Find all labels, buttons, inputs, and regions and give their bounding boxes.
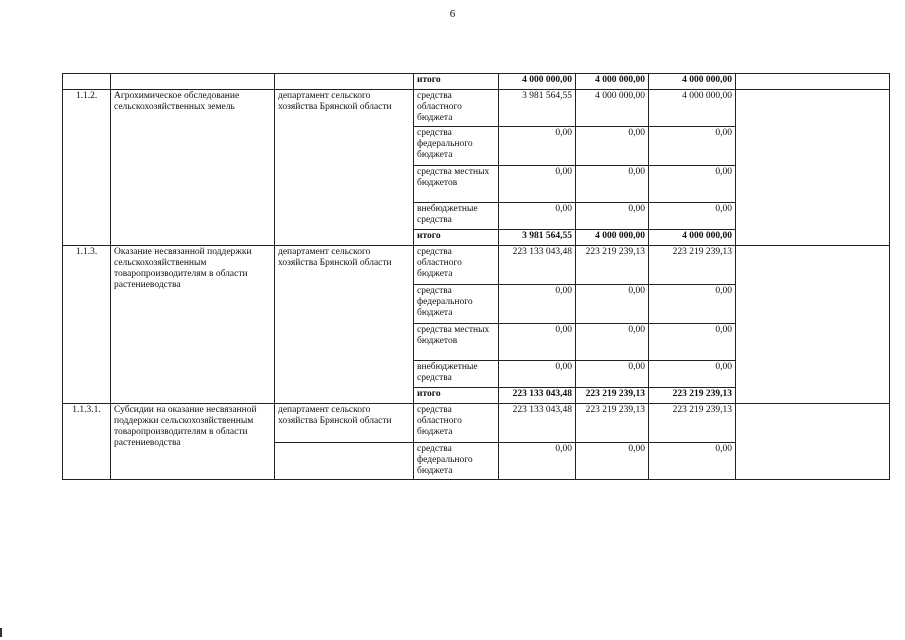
source-cell: средства областного бюджета	[414, 90, 499, 127]
value-cell: 0,00	[499, 127, 576, 166]
budget-table	[62, 73, 890, 480]
value-cell: 4 000 000,00	[499, 74, 576, 90]
value-cell: 223 219 239,13	[576, 246, 649, 285]
value-cell: 4 000 000,00	[576, 230, 649, 246]
source-cell: внебюджетные средства	[414, 203, 499, 230]
scan-edge-mark	[0, 628, 2, 637]
item-executor: департамент сельского хозяйства Брянской области	[275, 90, 414, 246]
item-executor: департамент сельского хозяйства Брянской области	[275, 246, 414, 404]
source-cell: средства федерального бюджета	[414, 127, 499, 166]
value-cell: 0,00	[499, 324, 576, 361]
executor-cell	[275, 74, 414, 90]
item-name: Субсидии на оказание несвязанной поддержки сельскохозяйственным товаропроизводителям в области растениеводства	[111, 404, 275, 480]
item-code: 1.1.3.	[63, 246, 111, 404]
value-cell: 0,00	[649, 166, 736, 203]
value-cell: 223 219 239,13	[576, 388, 649, 404]
source-cell: итого	[414, 74, 499, 90]
note-cell	[736, 246, 890, 404]
value-cell: 0,00	[649, 324, 736, 361]
table-row	[63, 90, 890, 127]
value-cell: 223 133 043,48	[499, 246, 576, 285]
source-cell: средства местных бюджетов	[414, 324, 499, 361]
value-cell: 223 219 239,13	[649, 246, 736, 285]
value-cell: 223 219 239,13	[649, 404, 736, 443]
table-row	[63, 74, 890, 90]
value-cell: 223 219 239,13	[576, 404, 649, 443]
value-cell: 0,00	[576, 127, 649, 166]
value-cell: 0,00	[649, 361, 736, 388]
value-cell: 4 000 000,00	[649, 90, 736, 127]
source-cell: итого	[414, 388, 499, 404]
source-cell: средства областного бюджета	[414, 404, 499, 443]
value-cell: 0,00	[499, 166, 576, 203]
note-cell	[736, 74, 890, 90]
item-executor: департамент сельского хозяйства Брянской области	[275, 404, 414, 443]
value-cell: 0,00	[499, 361, 576, 388]
value-cell: 0,00	[576, 361, 649, 388]
note-cell	[736, 90, 890, 246]
value-cell: 223 133 043,48	[499, 388, 576, 404]
value-cell: 3 981 564,55	[499, 230, 576, 246]
table-row	[63, 246, 890, 285]
value-cell: 0,00	[576, 203, 649, 230]
source-cell: средства федерального бюджета	[414, 443, 499, 480]
value-cell: 0,00	[576, 443, 649, 480]
value-cell: 0,00	[499, 443, 576, 480]
source-cell: средства местных бюджетов	[414, 166, 499, 203]
executor-cell	[275, 443, 414, 480]
value-cell: 0,00	[649, 285, 736, 324]
source-cell: итого	[414, 230, 499, 246]
value-cell: 223 219 239,13	[649, 388, 736, 404]
source-cell: внебюджетные средства	[414, 361, 499, 388]
name-cell	[111, 74, 275, 90]
value-cell: 0,00	[576, 166, 649, 203]
note-cell	[736, 404, 890, 480]
value-cell: 0,00	[499, 203, 576, 230]
value-cell: 4 000 000,00	[576, 74, 649, 90]
source-cell: средства федерального бюджета	[414, 285, 499, 324]
value-cell: 0,00	[576, 285, 649, 324]
value-cell: 0,00	[649, 443, 736, 480]
value-cell: 223 133 043,48	[499, 404, 576, 443]
value-cell: 4 000 000,00	[649, 74, 736, 90]
value-cell: 0,00	[576, 324, 649, 361]
item-code: 1.1.3.1.	[63, 404, 111, 480]
value-cell: 3 981 564,55	[499, 90, 576, 127]
value-cell: 0,00	[499, 285, 576, 324]
page-number: 6	[449, 8, 456, 20]
source-cell: средства областного бюджета	[414, 246, 499, 285]
value-cell: 4 000 000,00	[576, 90, 649, 127]
item-name: Оказание несвязанной поддержки сельскохозяйственным товаропроизводителям в области растениеводства	[111, 246, 275, 404]
item-code: 1.1.2.	[63, 90, 111, 246]
value-cell: 0,00	[649, 203, 736, 230]
value-cell: 4 000 000,00	[649, 230, 736, 246]
value-cell: 0,00	[649, 127, 736, 166]
code-cell	[63, 74, 111, 90]
table-row	[63, 404, 890, 443]
item-name: Агрохимическое обследование сельскохозяйственных земель	[111, 90, 275, 246]
